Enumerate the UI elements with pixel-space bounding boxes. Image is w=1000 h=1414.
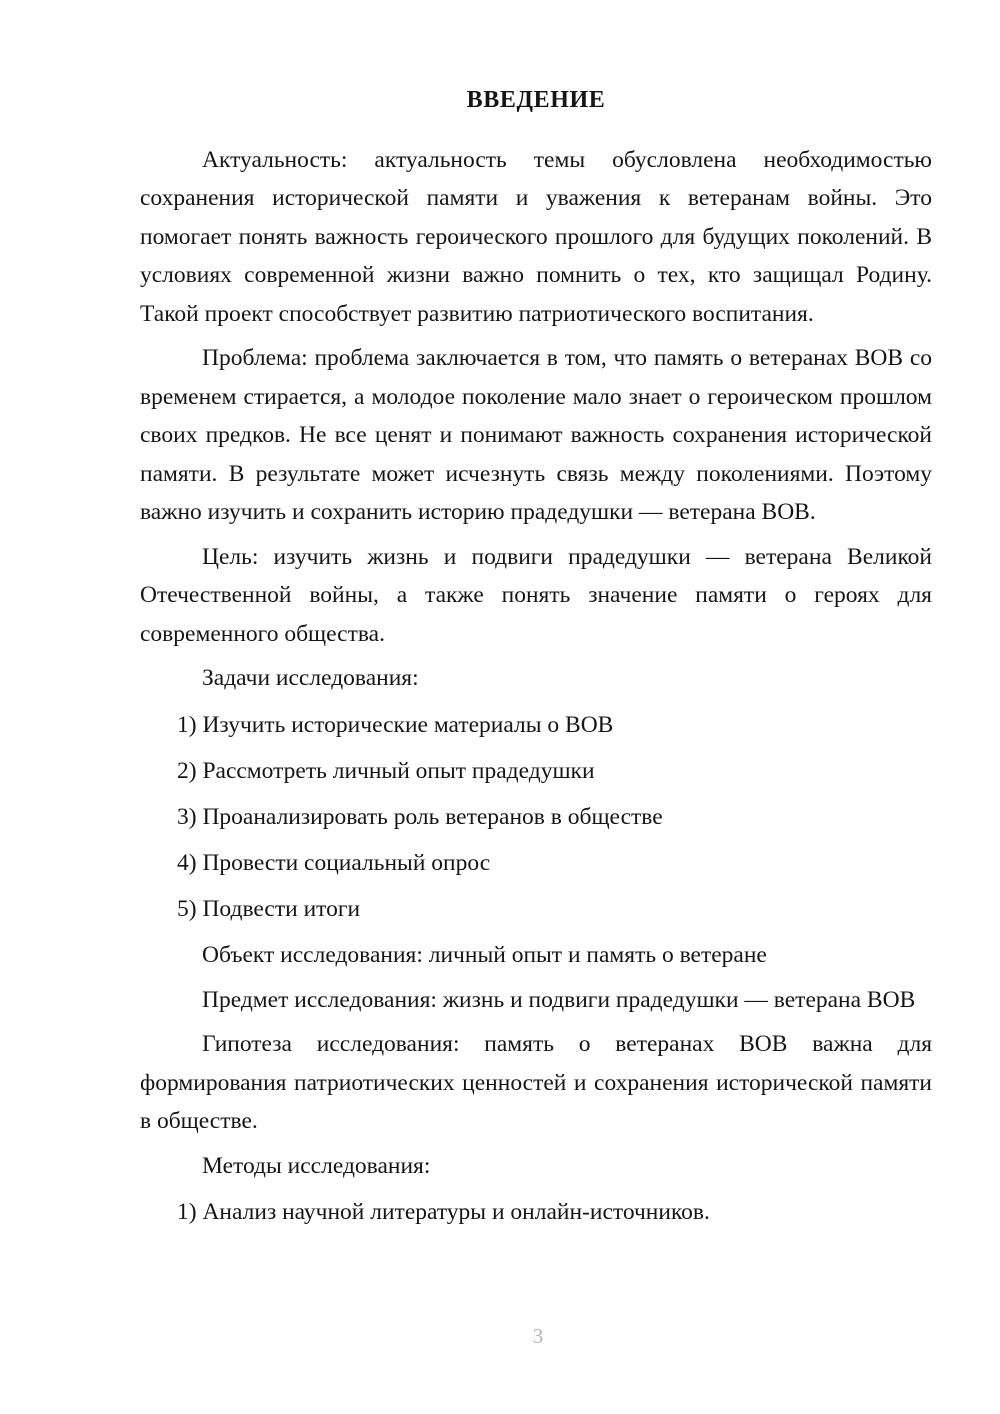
methods-list <box>140 1193 932 1232</box>
document-body <box>140 86 932 1240</box>
paragraph-problem: Проблема: проблема заключается в том, что память о ветеранах ВОВ со временем стирается, а молодое поколение мало знает о героическом прошлом своих предков. Не все ценят и понимают важность сохранения исторической памяти. В результате может исчезнуть связь между поколениями. Поэтому важно изучить и сохранить историю прадедушки — ветерана ВОВ. <box>140 345 932 526</box>
list-item: 3) Проанализировать роль ветеранов в обществе <box>177 803 663 830</box>
list-item: 4) Провести социальный опрос <box>177 849 491 876</box>
label-tasks: Задачи исследования: <box>202 665 419 692</box>
paragraph-subject: Предмет исследования: жизнь и подвиги прадедушки — ветерана ВОВ <box>202 986 916 1013</box>
paragraph-goal: Цель: изучить жизнь и подвиги прадедушки — ветерана Великой Отечественной войны, а также понять значение памяти о героях для современного общества. <box>140 543 932 647</box>
list-item: 5) Подвести итоги <box>177 895 361 922</box>
label-methods: Методы исследования: <box>202 1152 431 1179</box>
tasks-list <box>140 706 932 929</box>
list-item: 1) Изучить исторические материалы о ВОВ <box>177 711 614 738</box>
paragraph-object: Объект исследования: личный опыт и память о ветеране <box>202 942 767 969</box>
page-title: ВВЕДЕНИЕ <box>466 87 606 113</box>
paragraph-relevance: Актуальность: актуальность темы обусловлена необходимостью сохранения исторической памяти и уважения к ветеранам войны. Это помогает понять важность героического прошлого для будущих поколений. В условиях современной жизни важно помнить о тех, кто защищал Родину. Такой проект способствует развитию патриотического воспитания. <box>140 146 932 327</box>
list-item: 1) Анализ научной литературы и онлайн-источников. <box>177 1199 710 1226</box>
page-number: 3 <box>532 1324 544 1348</box>
paragraph-hypothesis: Гипотеза исследования: память о ветеранах ВОВ важна для формирования патриотических ценностей и сохранения исторической памяти в обществе. <box>140 1031 932 1135</box>
list-item: 2) Рассмотреть личный опыт прадедушки <box>177 757 595 784</box>
